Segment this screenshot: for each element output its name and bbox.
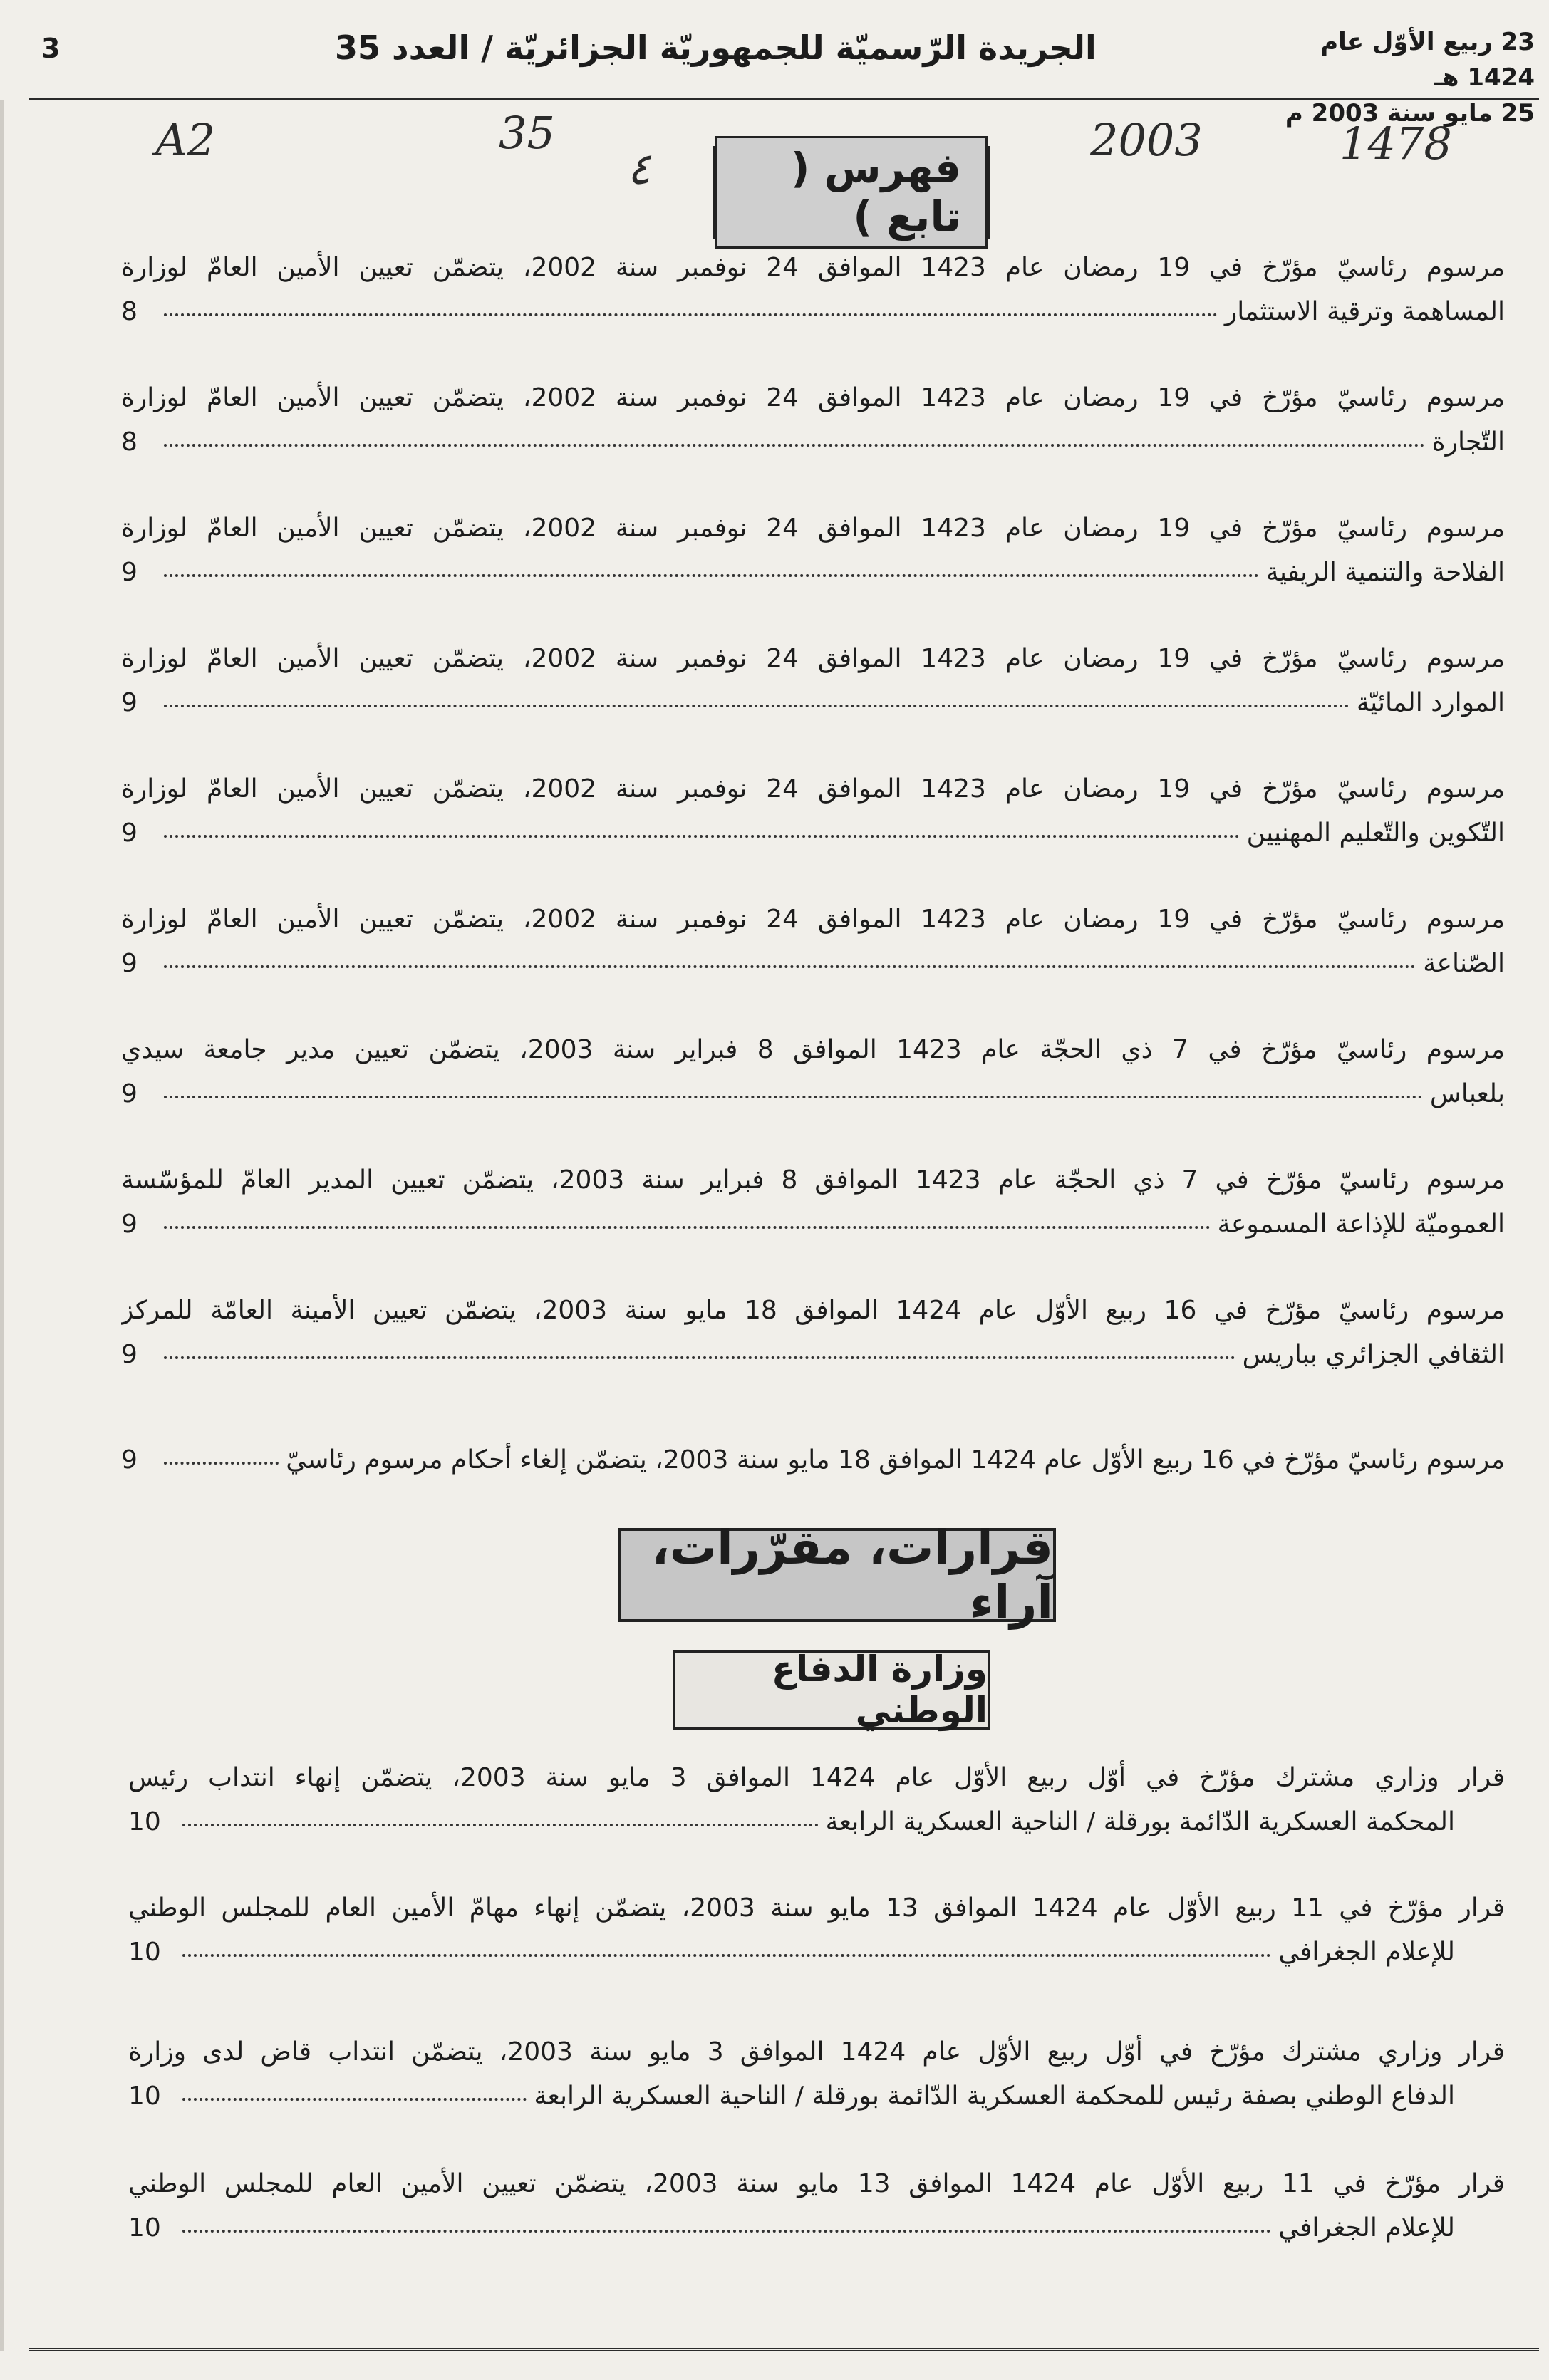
toc-entry [121, 771, 1505, 848]
toc-entry [128, 2034, 1505, 2111]
toc-entry [121, 640, 1505, 717]
handwritten-mark-b: 35 [499, 107, 555, 159]
toc-entry [121, 510, 1505, 587]
toc-entry-page: 9 [121, 1340, 138, 1369]
toc-entry-line1: مرسوم رئاسيّ مؤرّخ في 19 رمضان عام 1423 الموافق 24 نوفمبر سنة 2002، يتضمّن تعيين الأمين العامّ لوزارة [121, 774, 1505, 804]
toc-entry-page: 9 [121, 1079, 138, 1108]
header-page-number: 3 [41, 33, 61, 64]
toc-entry-line1: قرار وزاري مشترك مؤرّخ في أوّل ربيع الأوّل عام 1424 الموافق 3 مايو سنة 2003، يتضمّن انتداب قاض لدى وزارة [128, 2037, 1505, 2067]
index-heading: فهرس ( تابع ) [715, 136, 988, 249]
dot-leader [164, 835, 1240, 838]
footer-rule [29, 2348, 1539, 2351]
toc-entry-line1: مرسوم رئاسيّ مؤرّخ في 16 ربيع الأوّل عام 1424 الموافق 18 مايو سنة 2003، يتضمّن تعيين الأمينة العامّة للمركز [121, 1296, 1505, 1325]
toc-entry-line2: الصّناعة [1423, 949, 1505, 978]
toc-entry-line2: الموارد المائيّة [1356, 688, 1505, 717]
toc-entry-page: 8 [121, 427, 138, 457]
handwritten-mark-a: A2 [155, 114, 216, 166]
toc-entry-line2: الثقافي الجزائري بباريس [1242, 1340, 1505, 1369]
index-heading-box [713, 146, 990, 239]
toc-entry-line1: مرسوم رئاسيّ مؤرّخ في 7 ذي الحجّة عام 1423 الموافق 8 فبراير سنة 2003، يتضمّن تعيين مدير جامعة سيدي [121, 1035, 1505, 1064]
dot-leader [164, 444, 1425, 447]
dot-leader [164, 1356, 1235, 1359]
dot-leader [182, 1954, 1271, 1957]
toc-entry [128, 1760, 1505, 1836]
toc-entry-page: 8 [121, 297, 138, 326]
handwritten-mark-e: 1478 [1340, 118, 1452, 170]
header-rule [29, 98, 1539, 100]
toc-entry-page: 9 [121, 819, 138, 848]
toc-entry-line1: مرسوم رئاسيّ مؤرّخ في 19 رمضان عام 1423 الموافق 24 نوفمبر سنة 2002، يتضمّن تعيين الأمين العامّ لوزارة [121, 514, 1505, 543]
toc-entry [121, 901, 1505, 978]
dot-leader [164, 313, 1218, 316]
toc-entry-line1: مرسوم رئاسيّ مؤرّخ في 19 رمضان عام 1423 الموافق 24 نوفمبر سنة 2002، يتضمّن تعيين الأمين العامّ لوزارة [121, 253, 1505, 282]
header-title: الجريدة الرّسميّة للجمهوريّة الجزائريّة / العدد 35 [335, 28, 1097, 67]
toc-entry-page: 10 [128, 1938, 161, 1967]
toc-entry-line2: التّكوين والتّعليم المهنيين [1246, 819, 1505, 848]
dot-leader [164, 1462, 279, 1465]
toc-entry [121, 1292, 1505, 1369]
toc-entry [121, 1432, 1505, 1475]
toc-entry [121, 1031, 1505, 1108]
toc-entry-page: 9 [121, 1210, 138, 1239]
toc-entry-line1: قرار مؤرّخ في 11 ربيع الأوّل عام 1424 الموافق 13 مايو سنة 2003، يتضمّن تعيين الأمين العام للمجلس الوطني [128, 2169, 1505, 2198]
toc-entry-line2: المساهمة وترقية الاستثمار [1224, 297, 1505, 326]
toc-entry-line2: العموميّة للإذاعة المسموعة [1217, 1210, 1505, 1239]
toc-entry-line2: الدفاع الوطني بصفة رئيس للمحكمة العسكرية الدّائمة بورقلة / الناحية العسكرية الرابعة [534, 2082, 1455, 2111]
page-edge-shadow [0, 100, 4, 2351]
toc-entry-line1: مرسوم رئاسيّ مؤرّخ في 19 رمضان عام 1423 الموافق 24 نوفمبر سنة 2002، يتضمّن تعيين الأمين العامّ لوزارة [121, 644, 1505, 673]
toc-entry-line2: التّجارة [1431, 427, 1505, 457]
toc-entry-page: 10 [128, 2213, 161, 2243]
toc-entry [121, 249, 1505, 326]
handwritten-mark-d: 2003 [1090, 114, 1203, 166]
toc-entry-line1: مرسوم رئاسيّ مؤرّخ في 19 رمضان عام 1423 الموافق 24 نوفمبر سنة 2002، يتضمّن تعيين الأمين العامّ لوزارة [121, 383, 1505, 412]
ministry-heading: وزارة الدفاع الوطني [673, 1650, 990, 1730]
toc-entry-line1: قرار مؤرّخ في 11 ربيع الأوّل عام 1424 الموافق 13 مايو سنة 2003، يتضمّن إنهاء مهامّ الأمين العام للمجلس الوطني [128, 1893, 1505, 1923]
toc-entry [128, 1890, 1505, 1967]
toc-entry-page: 10 [128, 1807, 161, 1836]
toc-entry-line2: للإعلام الجغرافي [1278, 2213, 1455, 2243]
dot-leader [164, 1096, 1423, 1098]
header-date-hijri: 23 ربيع الأوّل عام 1424 هـ [1320, 28, 1535, 92]
toc-entry-line1: مرسوم رئاسيّ مؤرّخ في 16 ربيع الأوّل عام 1424 الموافق 18 مايو سنة 2003، يتضمّن إلغاء أحكام مرسوم رئاسيّ [286, 1445, 1505, 1475]
toc-entry [128, 2166, 1505, 2243]
toc-entry-line2: بلعباس [1429, 1079, 1505, 1108]
toc-entry-line2: الفلاحة والتنمية الريفية [1265, 558, 1505, 587]
header-date-gregorian: 25 مايو سنة 2003 م [1285, 99, 1535, 128]
toc-entry-page: 9 [121, 1445, 138, 1475]
dot-leader [182, 2098, 527, 2101]
dot-leader [182, 2230, 1271, 2233]
toc-entry-line2: المحكمة العسكرية الدّائمة بورقلة / الناحية العسكرية الرابعة [825, 1807, 1455, 1836]
header-dates [1264, 24, 1535, 131]
dot-leader [164, 965, 1416, 968]
dot-leader [164, 574, 1259, 577]
toc-entry-page: 9 [121, 688, 138, 717]
dot-leader [164, 705, 1349, 707]
dot-leader [182, 1824, 819, 1826]
dot-leader [164, 1226, 1211, 1229]
toc-entry-line2: للإعلام الجغرافي [1278, 1938, 1455, 1967]
toc-entry-line1: مرسوم رئاسيّ مؤرّخ في 19 رمضان عام 1423 الموافق 24 نوفمبر سنة 2002، يتضمّن تعيين الأمين العامّ لوزارة [121, 905, 1505, 934]
toc-entry-page: 10 [128, 2082, 161, 2111]
toc-entry-page: 9 [121, 949, 138, 978]
toc-entry-page: 9 [121, 558, 138, 587]
decisions-heading: قرارات، مقرّرات، آراء [618, 1528, 1056, 1622]
toc-entry-line1: قرار وزاري مشترك مؤرّخ في أوّل ربيع الأوّل عام 1424 الموافق 3 مايو سنة 2003، يتضمّن إنهاء انتداب رئيس [128, 1763, 1505, 1792]
toc-entry [121, 1162, 1505, 1239]
toc-entry-line1: مرسوم رئاسيّ مؤرّخ في 7 ذي الحجّة عام 1423 الموافق 8 فبراير سنة 2003، يتضمّن تعيين المدير العامّ للمؤسّسة [121, 1165, 1505, 1195]
handwritten-mark-c: ٤ [627, 142, 651, 194]
toc-entry [121, 380, 1505, 457]
